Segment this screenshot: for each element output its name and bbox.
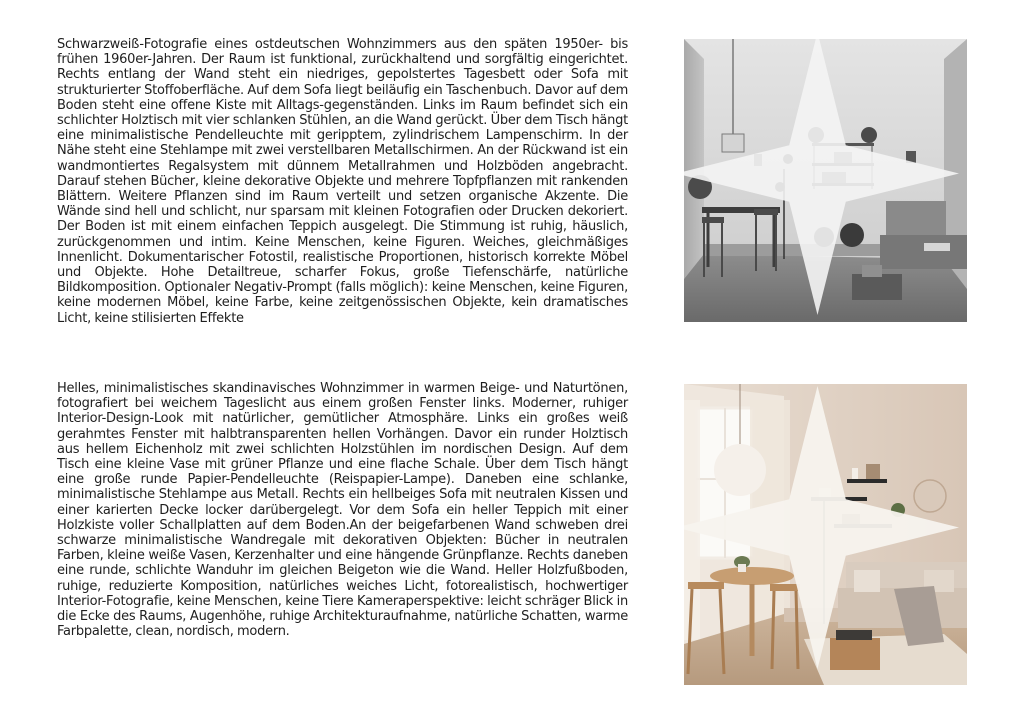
description-paragraph-2: Helles, minimalistisches skandinavisches Wohnzimmer in warmen Beige- und Naturtönen, fotografiert bei weichem Tageslicht aus einem großen Fenster links. Moderner, ruhiger Interior-Design-Look mit natürlicher, gemütlicher Atmosphäre. Links ein großes weiß gerahmtes Fenster mit halbtransparenten hellen Vorhängen. Davor ein runder Holztisch aus hellem Eichenholz mit zwei schlichten Holzstühlen im nordischen Design. Auf dem Tisch eine kleine Vase mit grüner Pflanze und eine flache Schale. Über dem Tisch hängt eine große runde Papier-Pendelleuchte (Reispapier-Lampe). Daneben eine schlanke, minimalistische Stehlampe aus Metall. Rechts ein hellbeiges Sofa mit neutralen Kissen und einer karierten Decke locker darübergelegt. Vor dem Sofa ein heller Teppich mit einer Holzkiste voller Schallplatten auf dem Boden.An der beigefarbenen Wand schweben drei schwarze minimalistische Wandregale mit dekorativen Objekten: Bücher in neutralen Farben, kleine weiße Vasen, Kerzenhalter und eine hängende Grünpflanze. Rechts daneben eine runde, schlichte Wanduhr im gleichen Beigeton wie die Wand. Heller Holzfußboden, ruhige, reduzierte Komposition, natürliches weiches Licht, fotorealistisch, hochwertiger Interior-Fotografie, keine Menschen, keine Tiere Kameraperspektive: leicht schräger Blick in die Ecke des Raums, Augenhöhe, ruhige Architekturaufnahme, natürliche Schatten, warme Farbpalette, clean, nordisch, modern. bbox=[57, 381, 628, 640]
photo-bw-living-room bbox=[684, 39, 967, 322]
sparkle-icon bbox=[684, 384, 959, 678]
photo-beige-living-room bbox=[684, 384, 967, 685]
sparkle-icon bbox=[684, 39, 959, 315]
description-paragraph-1: Schwarzweiß-Fotografie eines ostdeutschen Wohnzimmers aus den späten 1950er- bis frühen 1960er-Jahren. Der Raum ist funktional, zurückhaltend und sorgfältig eingerichtet. Rechts entlang der Wand steht ein niedriges, gepolstertes Tagesbett oder Sofa mit strukturierter Stoffoberfläche. Auf dem Sofa liegt beiläufig ein Taschenbuch. Davor auf dem Boden steht eine offene Kiste mit Alltags-gegenständen. Links im Raum befindet sich ein schlichter Holztisch mit vier schlanken Stühlen, an die Wand gerückt. Über dem Tisch hängt eine minimalistische Pendelleuchte mit geripptem, zylindrischem Lampenschirm. In der Nähe steht eine Stehlampe mit zwei verstellbaren Metallschirmen. An der Rückwand ist ein wandmontiertes Regalsystem mit dünnem Metallrahmen und Holzböden angebracht. Darauf stehen Bücher, kleine dekorative Objekte und mehrere Topfpflanzen mit rankenden Blättern. Weitere Pflanzen sind im Raum verteilt und setzen organische Akzente. Die Wände sind hell und schlicht, nur sparsam mit kleinen Fotografien oder Drucken dekoriert. Der Boden ist mit einem einfachen Teppich ausgelegt. Die Stimmung ist ruhig, häuslich, zurückgenommen und intim. Keine Menschen, keine Figuren. Weiches, gleichmäßiges Innenlicht. Dokumentarischer Fotostil, realistische Proportionen, historisch korrekte Möbel und Objekte. Hohe Detailtreue, scharfer Fokus, große Tiefenschärfe, natürliche Bildkomposition. Optionaler Negativ-Prompt (falls möglich): keine Menschen, keine Figuren, keine modernen Möbel, keine Farbe, keine zeitgenössischen Objekte, kein dramatisches Licht, keine stilisierten Effekte bbox=[57, 37, 628, 326]
